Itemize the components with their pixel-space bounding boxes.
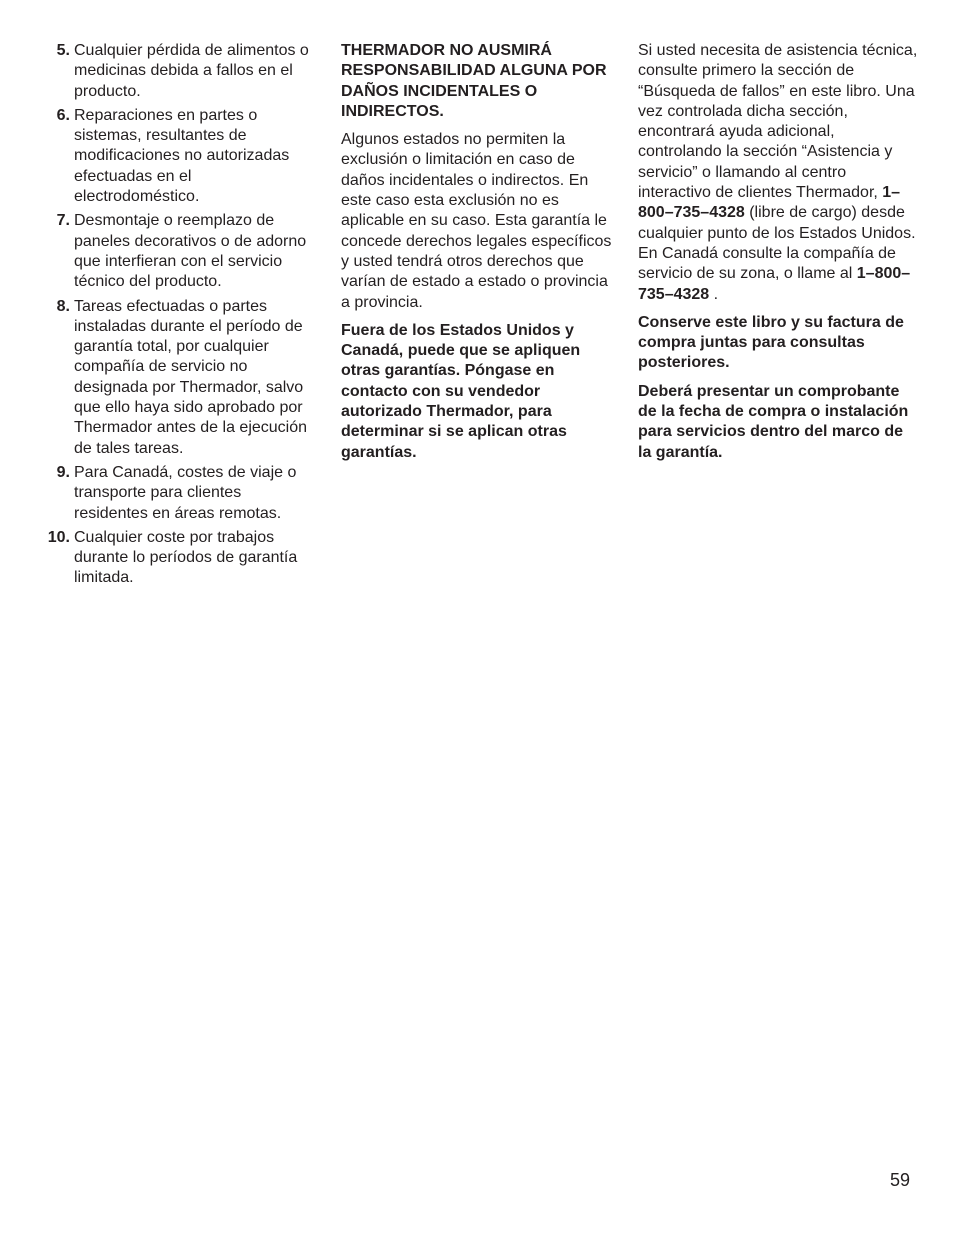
liability-heading: THERMADOR NO AUSMIRÁ RESPONSABILIDAD ALGUNA POR DAÑOS INCIDENTALES O INDIRECTOS.	[341, 42, 607, 120]
list-item	[46, 211, 318, 292]
list-item-text: Cualquier pérdida de alimentos o medicinas debida a fallos en el producto.	[74, 42, 309, 100]
list-item-number: 7.	[56, 212, 70, 230]
list-item-number: 9.	[56, 463, 70, 481]
list-item-number: 6.	[56, 106, 70, 124]
liability-column	[341, 41, 616, 471]
list-item	[46, 297, 318, 459]
service-column	[638, 41, 918, 471]
list-item-text: Para Canadá, costes de viaje o transporte para clientes residentes en áreas remotas.	[74, 463, 297, 522]
list-item-text: Reparaciones en partes o sistemas, resultantes de modificaciones no autorizadas efectuadas en el electrodoméstico.	[74, 106, 290, 206]
list-item	[46, 528, 318, 589]
exclusions-list-column	[46, 41, 318, 593]
list-item	[46, 41, 318, 102]
assistance-paragraph	[638, 41, 918, 244]
canada-text-after: .	[709, 285, 719, 303]
keep-book-paragraph: Conserve este libro y su factura de compra juntas para consultas posteriores.	[638, 313, 904, 372]
assistance-text-after: (libre de cargo) desde cualquier punto de los Estados Unidos.	[638, 204, 916, 242]
canada-paragraph	[638, 244, 918, 305]
list-item-text: Cualquier coste por trabajos durante lo períodos de garantía limitada.	[74, 528, 298, 587]
list-item-number: 10.	[47, 528, 70, 546]
state-exclusion-paragraph: Algunos estados no permiten la exclusión o limitación en caso de daños incidentales o indirectos. En este caso esta exclusión no es aplicable en su caso. Esta garantía le concede derechos legales específicos y usted tendrá otros derechos que varían de estado a estado o provincia a provincia.	[341, 131, 612, 311]
list-item	[46, 463, 318, 524]
list-item-number: 5.	[56, 42, 70, 59]
list-item	[46, 106, 318, 207]
phone-number: 1–800–735–4328	[638, 184, 901, 222]
list-item-text: Tareas efectuadas o partes instaladas durante el período de garantía total, por cualquier compañía de servicio no designada por Thermador, salvo que ello haya sido aprobado por Thermador antes de la ejecución de tales tareas.	[74, 297, 308, 457]
list-item-text: Desmontaje o reemplazo de paneles decorativos o de adorno que interfieran con el servicio técnico del producto.	[74, 212, 307, 291]
list-item-number: 8.	[56, 297, 70, 315]
outside-us-paragraph: Fuera de los Estados Unidos y Canadá, puede que se apliquen otras garantías. Póngase en contacto con su vendedor autorizado Thermador, para determinar si se aplican otras garantías.	[341, 321, 581, 461]
phone-number: 1–800–735–4328	[638, 265, 911, 303]
canada-text: En Canadá consulte la compañía de servicio de su zona, o llame al	[638, 244, 896, 283]
proof-of-purchase-paragraph: Deberá presentar un comprobante de la fecha de compra o instalación para servicios dentro del marco de la garantía.	[638, 382, 909, 461]
assistance-text: Si usted necesita de asistencia técnica, consulte primero la sección de “Búsqueda de fallos” en este libro. Una vez controlada dicha sección, encontrará ayuda adicional, controlando la sección “Asistencia y servicio” o llamando al centro interactivo de clientes Thermador,	[638, 42, 918, 202]
page-number: 59	[889, 1170, 910, 1190]
